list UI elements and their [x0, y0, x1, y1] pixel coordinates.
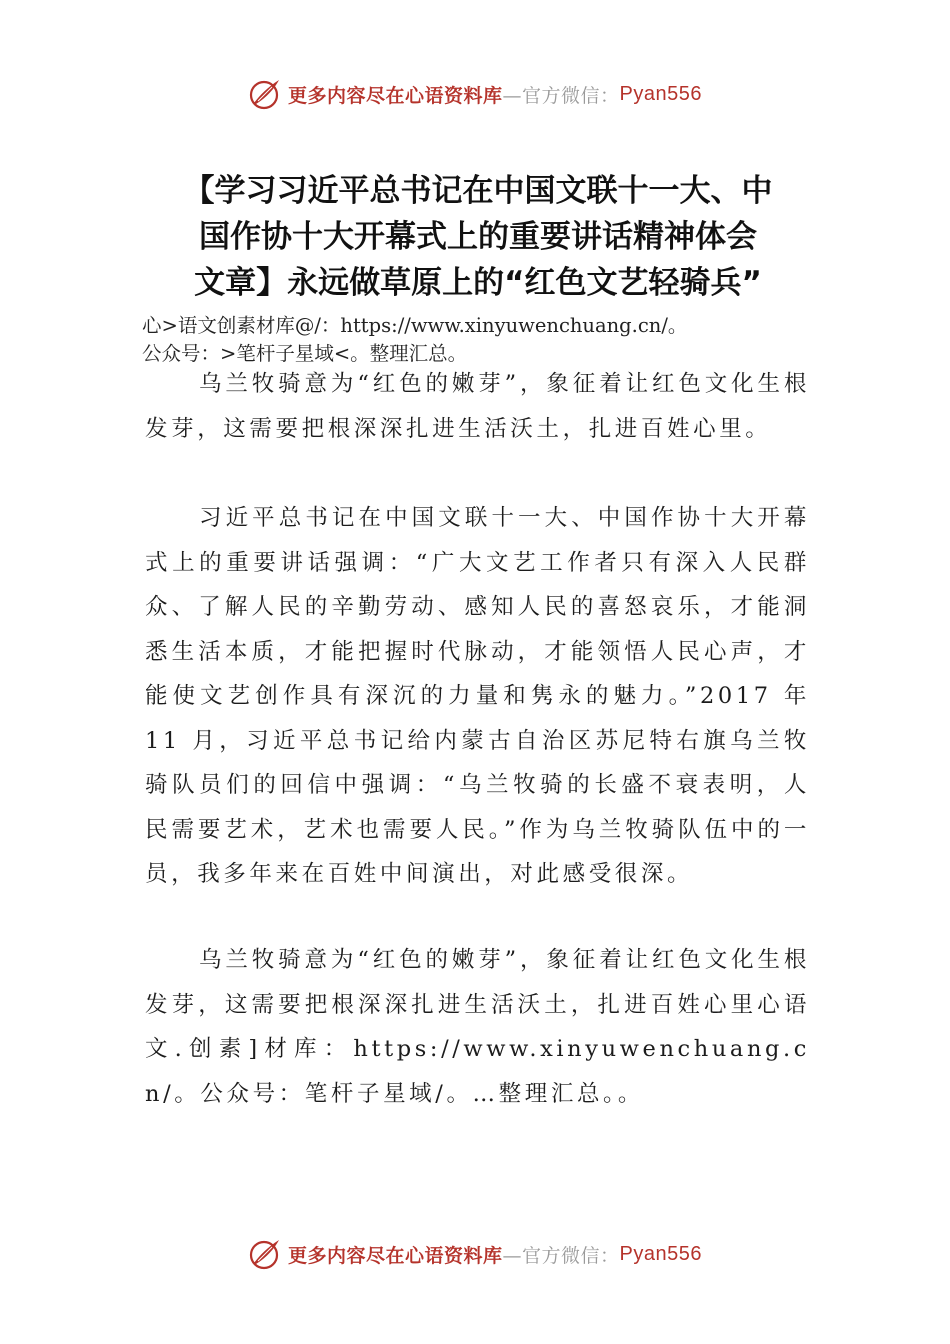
article-title	[128, 168, 828, 306]
body-paragraph: 乌兰牧骑意为“红色的嫩芽”，象征着让红色文化生根发芽，这需要把根深深扎进生活沃土，扎进百姓心里心语文.创素]材库：https://www.xinyuwenchuang.cn/。公众号：笔杆子星域/。…整理汇总。。	[145, 947, 810, 1107]
source-line: 心>语文创素材库@/：https://www.xinyuwenchuang.cn/。	[142, 314, 688, 337]
title-line: 【学习习近平总书记在中国文联十一大、中	[183, 173, 773, 209]
body-paragraph: 习近平总书记在中国文联十一大、中国作协十大开幕式上的重要讲话强调：“广大文艺工作者只有深入人民群众、了解人民的辛勤劳动、感知人民的喜怒哀乐，才能洞悉生活本质，才能把握时代脉动，才能领悟人民心声，才能使文艺创作具有深沉的力量和隽永的魅力。”2017 年 11 月，习近平总书记给内蒙古自治区苏尼特右旗乌兰牧骑队员们的回信中强调：“乌兰牧骑的长盛不衰表明，人民需要艺术，艺术也需要人民。”作为乌兰牧骑队伍中的一员，我多年来在百姓中间演出，对此感受很深。	[145, 505, 810, 887]
source-line: 公众号：>笔杆子星域<。整理汇总。	[142, 342, 468, 365]
title-line: 文章】永远做草原上的“红色文艺轻骑兵”	[194, 265, 762, 301]
banner-middle: —官方微信：	[502, 84, 620, 107]
footer-banner	[0, 1232, 950, 1276]
banner-wechat-id: Pyan556	[619, 82, 702, 105]
banner-prefix: 更多内容尽在心语资料库	[288, 1244, 503, 1267]
quill-seal-icon	[248, 1237, 282, 1271]
banner-middle: —官方微信：	[502, 1244, 620, 1267]
header-banner	[0, 72, 950, 116]
banner-prefix: 更多内容尽在心语资料库	[288, 84, 503, 107]
quill-seal-icon	[248, 77, 282, 111]
banner-wechat-id: Pyan556	[619, 1242, 702, 1265]
title-line: 国作协十大开幕式上的重要讲话精神体会	[199, 219, 757, 255]
source-note	[142, 312, 842, 368]
body-paragraph: 乌兰牧骑意为“红色的嫩芽”，象征着让红色文化生根发芽，这需要把根深深扎进生活沃土，扎进百姓心里。	[145, 371, 810, 442]
